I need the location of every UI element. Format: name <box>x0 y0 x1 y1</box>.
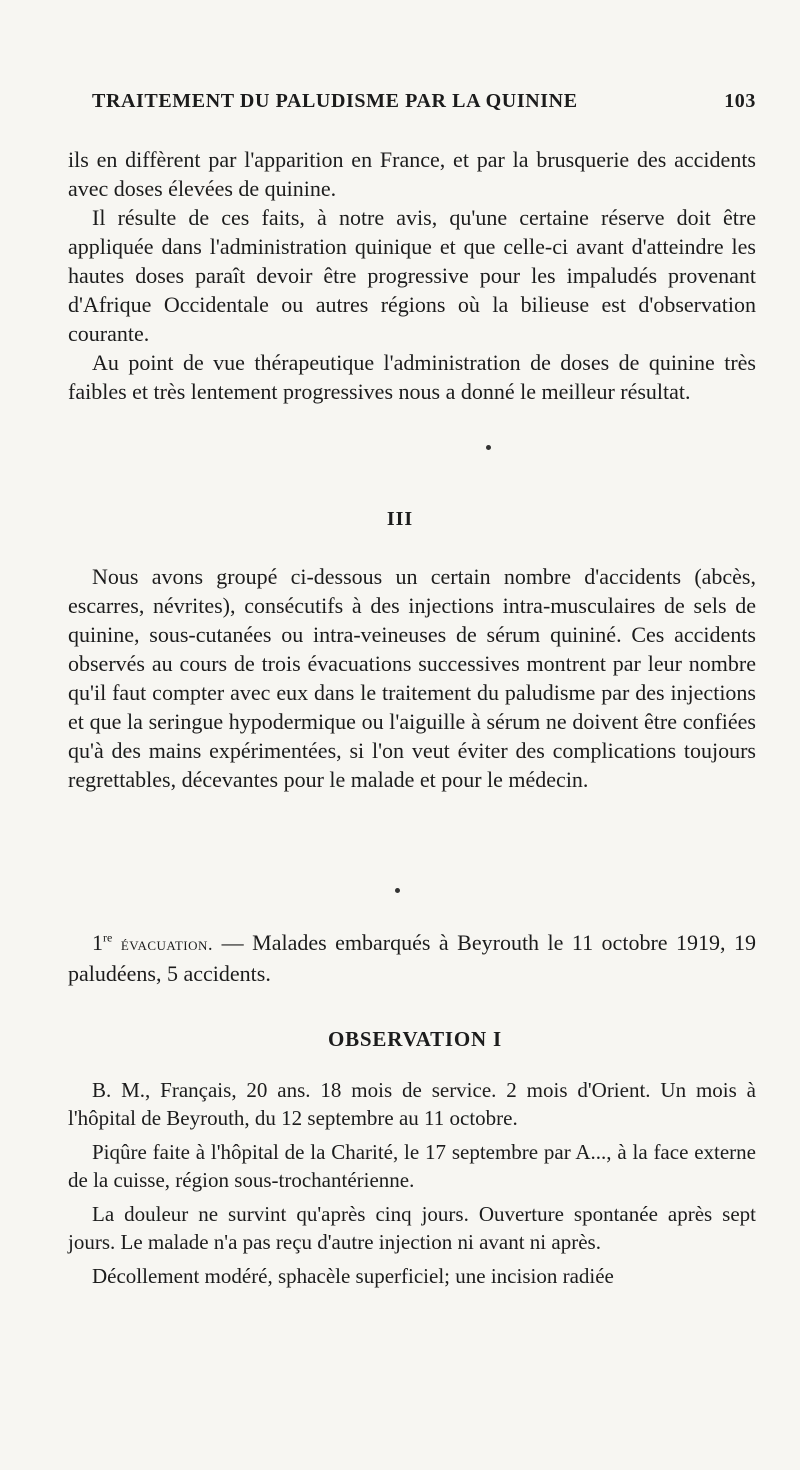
paragraph-patient: B. M., Français, 20 ans. 18 mois de service. 2 mois d'Orient. Un mois à l'hôpital de Beyrouth, du 12 septembre au 11 octobre. <box>68 1078 756 1130</box>
section-number: III <box>386 508 414 530</box>
paragraph-block-1 <box>68 145 756 406</box>
evacuation-label: évacuation. <box>120 934 214 955</box>
page-number: 103 <box>724 90 756 112</box>
running-header <box>92 90 756 116</box>
evacuation-block <box>68 928 756 988</box>
evacuation-line <box>68 928 756 988</box>
paragraph-reserve: Il résulte de ces faits, à notre avis, qu'une certaine réserve doit être appliquée dans l'administration quinique et que celle-ci avant d'atteindre les hautes doses paraît devoir être progressive pour les impaludés provenant d'Afrique Occidentale ou autres régions où la bilieuse est d'observation courante. <box>68 205 756 346</box>
paragraph-detachment: Décollement modéré, sphacèle superficiel; une incision radiée <box>92 1264 614 1288</box>
print-speck <box>395 888 400 893</box>
observation-title: OBSERVATION I <box>327 1027 503 1051</box>
paragraph-pain: La douleur ne survint qu'après cinq jours. Ouverture spontanée après sept jours. Le malade n'a pas reçu d'autre injection ni avant ni après. <box>68 1202 756 1254</box>
evacuation-ordinal: 1 <box>92 930 103 955</box>
paragraph-accidents: Nous avons groupé ci-dessous un certain nombre d'accidents (abcès, escarres, névrites), consécutifs à des injections intra-musculaires de sels de quinine, sous-cutanées ou intra-veineuses de sérum quininé. Ces accidents observés au cours de trois évacuations successives montrent par leur nombre qu'il faut compter avec eux dans le traitement du paludisme par des injections et que la seringue hypodermique ou l'aiguille à sérum ne doivent être confiées qu'à des mains expérimentées, si l'on veut éviter des complications toujours regrettables, décevantes pour le malade et pour le médecin. <box>68 564 756 792</box>
running-title: TRAITEMENT DU PALUDISME PAR LA QUININE <box>92 90 578 112</box>
evacuation-ordinal-suffix: re <box>103 930 113 945</box>
paragraph-therapeutic: Au point de vue thérapeutique l'administration de doses de quinine très faibles et très lentement progressives nous a donné le meilleur résultat. <box>68 350 756 404</box>
paragraph-continuation: ils en diffèrent par l'apparition en France, et par la brusquerie des accidents avec doses élevées de quinine. <box>68 147 756 201</box>
paragraph-block-2 <box>68 562 756 794</box>
print-speck <box>486 445 491 450</box>
evacuation-text: — Malades embarqués à Beyrouth le 11 octobre 1919, 19 paludéens, 5 accidents. <box>68 930 756 986</box>
paragraph-injection: Piqûre faite à l'hôpital de la Charité, le 17 septembre par A..., à la face externe de la cuisse, région sous-trochantérienne. <box>68 1140 756 1192</box>
observation-block <box>68 1076 756 1290</box>
